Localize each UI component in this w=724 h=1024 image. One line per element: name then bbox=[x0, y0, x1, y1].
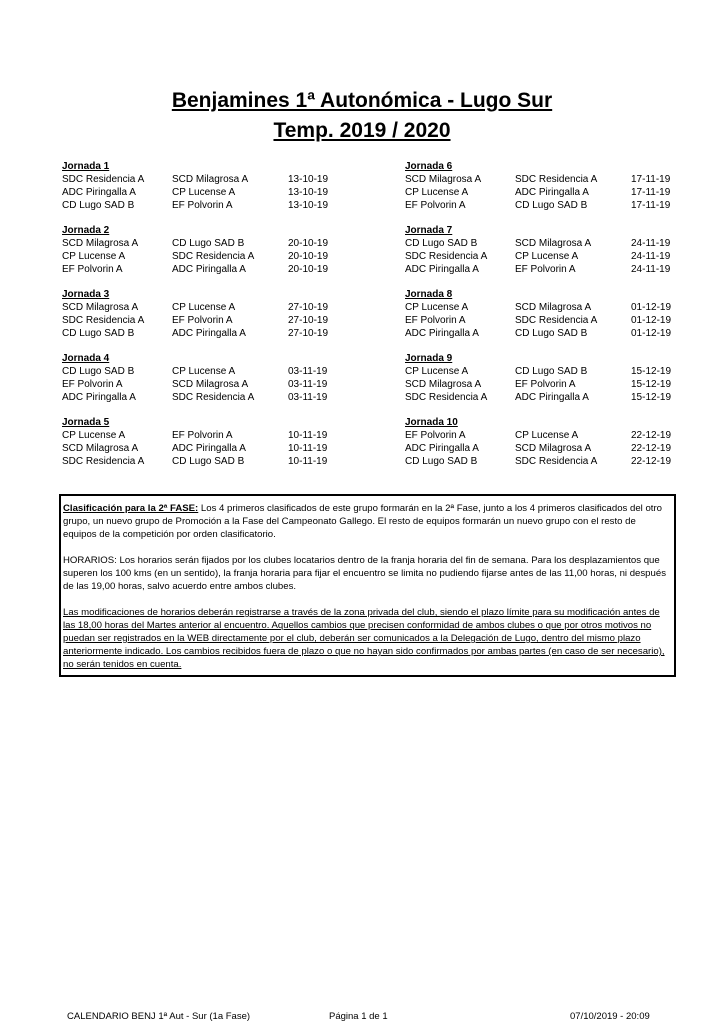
home-team: EF Polvorin A bbox=[405, 430, 466, 441]
away-team: SDC Residencia A bbox=[172, 251, 255, 262]
away-team: CP Lucense A bbox=[172, 187, 236, 198]
jornada-heading: Jornada 1 bbox=[62, 161, 110, 172]
match-date: 01-12-19 bbox=[631, 328, 672, 339]
home-team: ADC Piringalla A bbox=[405, 328, 479, 339]
jornada-block bbox=[62, 416, 382, 468]
jornada-heading: Jornada 3 bbox=[62, 289, 110, 300]
home-team: CD Lugo SAD B bbox=[62, 366, 135, 377]
away-team: CD Lugo SAD B bbox=[515, 200, 588, 211]
match-row bbox=[62, 301, 382, 314]
match-date: 03-11-19 bbox=[288, 366, 328, 377]
footer-document-name: CALENDARIO BENJ 1ª Aut - Sur (1a Fase) bbox=[67, 1011, 251, 1022]
home-team: ADC Piringalla A bbox=[62, 187, 136, 198]
home-team: CP Lucense A bbox=[405, 366, 469, 377]
home-team: SCD Milagrosa A bbox=[62, 238, 139, 249]
match-date: 03-11-19 bbox=[288, 379, 328, 390]
away-team: SCD Milagrosa A bbox=[172, 379, 249, 390]
match-row bbox=[405, 199, 724, 212]
match-row bbox=[405, 314, 724, 327]
jornada-heading: Jornada 2 bbox=[62, 225, 110, 236]
match-date: 17-11-19 bbox=[631, 187, 671, 198]
match-date: 22-12-19 bbox=[631, 430, 672, 441]
away-team: EF Polvorin A bbox=[172, 200, 233, 211]
match-date: 22-12-19 bbox=[631, 443, 672, 454]
away-team: ADC Piringalla A bbox=[515, 187, 589, 198]
match-date: 17-11-19 bbox=[631, 174, 671, 185]
match-date: 24-11-19 bbox=[631, 238, 671, 249]
home-team: ADC Piringalla A bbox=[405, 264, 479, 275]
away-team: EF Polvorin A bbox=[515, 264, 576, 275]
match-row bbox=[405, 173, 724, 186]
home-team: EF Polvorin A bbox=[62, 264, 123, 275]
match-row bbox=[62, 327, 382, 340]
away-team: CD Lugo SAD B bbox=[515, 366, 588, 377]
away-team: ADC Piringalla A bbox=[172, 443, 246, 454]
away-team: SCD Milagrosa A bbox=[515, 302, 592, 313]
home-team: SDC Residencia A bbox=[405, 392, 488, 403]
home-team: CP Lucense A bbox=[62, 251, 126, 262]
match-date: 20-10-19 bbox=[288, 251, 329, 262]
match-row bbox=[405, 186, 724, 199]
match-date: 20-10-19 bbox=[288, 238, 329, 249]
jornada-heading: Jornada 7 bbox=[405, 225, 453, 236]
away-team: ADC Piringalla A bbox=[515, 392, 589, 403]
modificaciones-note: Las modificaciones de horarios deberán registrarse a través de la zona privada del club, siendo el plazo límite para su modificación antes de las 18,00 horas del Martes anterior al encuentro. Aquellos cambios que precisen conformidad de ambos clubes o que por otros motivos no puedan ser registrados en la WEB directamente por el club, deberán ser comunicados a la Delegación de Lugo, dentro del mismo plazo anteriormente indicado. Los cambios recibidos fuera de plazo o que no hayan sido confirmados por ambas partes (en caso de ser necesario), no serán tenidos en cuenta. bbox=[63, 607, 665, 670]
match-row bbox=[405, 250, 724, 263]
jornada-block bbox=[62, 224, 382, 276]
match-row bbox=[405, 263, 724, 276]
home-team: SDC Residencia A bbox=[62, 315, 145, 326]
match-date: 01-12-19 bbox=[631, 302, 672, 313]
match-row bbox=[62, 250, 382, 263]
jornada-heading: Jornada 8 bbox=[405, 289, 453, 300]
match-row bbox=[405, 455, 724, 468]
away-team: SCD Milagrosa A bbox=[172, 174, 249, 185]
away-team: EF Polvorin A bbox=[172, 430, 233, 441]
jornada-block bbox=[405, 224, 724, 276]
match-date: 17-11-19 bbox=[631, 200, 671, 211]
home-team: SCD Milagrosa A bbox=[405, 379, 482, 390]
jornada-heading: Jornada 4 bbox=[62, 353, 110, 364]
away-team: CP Lucense A bbox=[515, 430, 579, 441]
home-team: EF Polvorin A bbox=[62, 379, 123, 390]
away-team: CP Lucense A bbox=[515, 251, 579, 262]
home-team: SDC Residencia A bbox=[405, 251, 488, 262]
horarios-note: HORARIOS: Los horarios serán fijados por los clubes locatarios dentro de la franja horaria del fin de semana. Para los desplazamientos que superen los 100 kms (en un sentido), la franja horaria para fijar el encuentro se limita no pudiendo fijarse antes de las 11,00 horas, ni después de las 19,00 horas, salvo acuerdo entre ambos clubes. bbox=[63, 555, 666, 592]
match-row bbox=[62, 455, 382, 468]
jornada-block bbox=[62, 352, 382, 404]
away-team: EF Polvorin A bbox=[515, 379, 576, 390]
away-team: SDC Residencia A bbox=[172, 392, 255, 403]
away-team: CP Lucense A bbox=[172, 366, 236, 377]
away-team: ADC Piringalla A bbox=[172, 264, 246, 275]
home-team: CD Lugo SAD B bbox=[405, 456, 478, 467]
away-team: CD Lugo SAD B bbox=[172, 238, 245, 249]
away-team: CD Lugo SAD B bbox=[172, 456, 245, 467]
away-team: CP Lucense A bbox=[172, 302, 236, 313]
away-team: EF Polvorin A bbox=[172, 315, 233, 326]
schedule-right-column bbox=[405, 160, 724, 480]
match-date: 13-10-19 bbox=[288, 187, 329, 198]
match-row bbox=[62, 173, 382, 186]
jornada-block bbox=[405, 352, 724, 404]
match-date: 03-11-19 bbox=[288, 392, 328, 403]
jornada-heading: Jornada 5 bbox=[62, 417, 110, 428]
document-title: Benjamines 1ª Autonómica - Lugo Sur bbox=[171, 89, 553, 112]
match-row bbox=[405, 442, 724, 455]
match-date: 10-11-19 bbox=[288, 443, 328, 454]
clasificacion-note bbox=[63, 502, 672, 541]
away-team: CD Lugo SAD B bbox=[515, 328, 588, 339]
jornada-block bbox=[62, 288, 382, 340]
match-row bbox=[62, 365, 382, 378]
match-row bbox=[62, 429, 382, 442]
match-date: 15-12-19 bbox=[631, 379, 672, 390]
match-row bbox=[62, 378, 382, 391]
match-date: 27-10-19 bbox=[288, 315, 329, 326]
home-team: ADC Piringalla A bbox=[405, 443, 479, 454]
match-date: 10-11-19 bbox=[288, 430, 328, 441]
jornada-heading: Jornada 10 bbox=[405, 417, 458, 428]
match-date: 15-12-19 bbox=[631, 366, 672, 377]
match-row bbox=[405, 391, 724, 404]
jornada-block bbox=[62, 160, 382, 212]
home-team: SCD Milagrosa A bbox=[62, 302, 139, 313]
jornada-block bbox=[405, 416, 724, 468]
match-row bbox=[62, 263, 382, 276]
match-row bbox=[405, 365, 724, 378]
home-team: CP Lucense A bbox=[62, 430, 126, 441]
clasificacion-label: Clasificación para la 2ª FASE: bbox=[63, 503, 199, 514]
match-row bbox=[405, 429, 724, 442]
match-row bbox=[405, 237, 724, 250]
match-row bbox=[405, 378, 724, 391]
schedule-left-column bbox=[62, 160, 382, 480]
home-team: SDC Residencia A bbox=[62, 174, 145, 185]
notes-box bbox=[59, 494, 676, 677]
home-team: SCD Milagrosa A bbox=[405, 174, 482, 185]
home-team: ADC Piringalla A bbox=[62, 392, 136, 403]
match-row bbox=[62, 237, 382, 250]
match-date: 01-12-19 bbox=[631, 315, 672, 326]
away-team: SDC Residencia A bbox=[515, 456, 598, 467]
match-row bbox=[62, 442, 382, 455]
home-team: EF Polvorin A bbox=[405, 315, 466, 326]
match-row bbox=[62, 391, 382, 404]
home-team: CD Lugo SAD B bbox=[405, 238, 478, 249]
match-date: 22-12-19 bbox=[631, 456, 672, 467]
home-team: CP Lucense A bbox=[405, 302, 469, 313]
match-date: 15-12-19 bbox=[631, 392, 672, 403]
home-team: EF Polvorin A bbox=[405, 200, 466, 211]
away-team: SDC Residencia A bbox=[515, 315, 598, 326]
match-date: 13-10-19 bbox=[288, 200, 329, 211]
home-team: CD Lugo SAD B bbox=[62, 328, 135, 339]
match-date: 24-11-19 bbox=[631, 251, 671, 262]
home-team: SCD Milagrosa A bbox=[62, 443, 139, 454]
away-team: SCD Milagrosa A bbox=[515, 443, 592, 454]
clasificacion-text: Los 4 primeros clasificados de este grupo formarán en la 2ª Fase, junto a los 4 primeros clasificados del otro grupo, un nuevo grupo de Promoción a la Fase del Campeonato Gallego. El resto de equipos formarán un nuevo grupo con el resto de equipos de la competición por orden clasificatorio. bbox=[63, 503, 662, 540]
jornada-heading: Jornada 9 bbox=[405, 353, 453, 364]
season-title: Temp. 2019 / 2020 bbox=[273, 119, 451, 142]
match-date: 24-11-19 bbox=[631, 264, 671, 275]
match-row bbox=[405, 301, 724, 314]
match-row bbox=[62, 314, 382, 327]
home-team: CD Lugo SAD B bbox=[62, 200, 135, 211]
away-team: SDC Residencia A bbox=[515, 174, 598, 185]
match-date: 10-11-19 bbox=[288, 456, 328, 467]
match-row bbox=[62, 199, 382, 212]
jornada-heading: Jornada 6 bbox=[405, 161, 453, 172]
match-date: 27-10-19 bbox=[288, 302, 329, 313]
away-team: SCD Milagrosa A bbox=[515, 238, 592, 249]
match-row bbox=[62, 186, 382, 199]
footer-datetime: 07/10/2019 - 20:09 bbox=[570, 1011, 650, 1022]
jornada-block bbox=[405, 160, 724, 212]
match-date: 20-10-19 bbox=[288, 264, 329, 275]
footer-page-number: Página 1 de 1 bbox=[329, 1011, 388, 1022]
match-row bbox=[405, 327, 724, 340]
match-date: 27-10-19 bbox=[288, 328, 329, 339]
home-team: SDC Residencia A bbox=[62, 456, 145, 467]
away-team: ADC Piringalla A bbox=[172, 328, 246, 339]
jornada-block bbox=[405, 288, 724, 340]
match-date: 13-10-19 bbox=[288, 174, 329, 185]
home-team: CP Lucense A bbox=[405, 187, 469, 198]
